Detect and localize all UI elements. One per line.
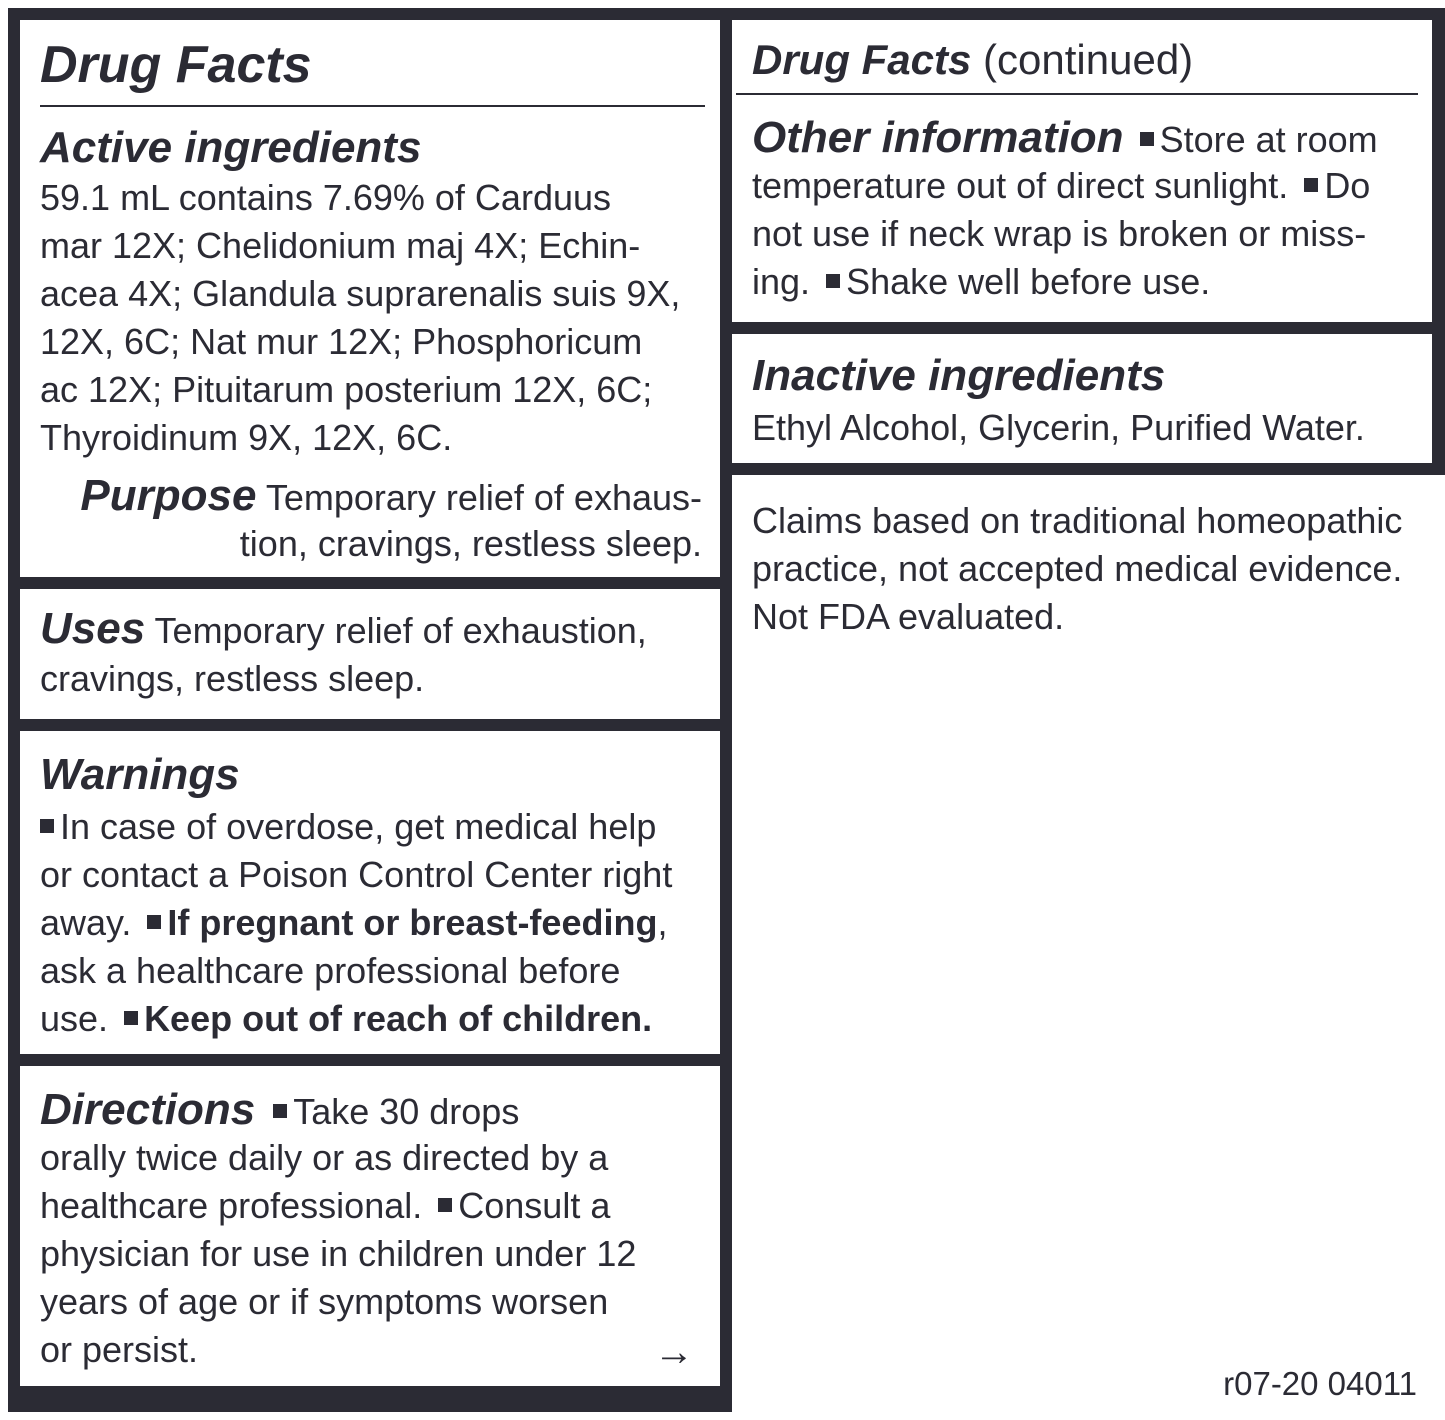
inactive-ingredients-heading: Inactive ingredients bbox=[752, 351, 1166, 400]
other-information-panel bbox=[732, 20, 1432, 322]
inactive-ingredients-line: Ethyl Alcohol, Glycerin, Purified Water. bbox=[752, 407, 1365, 448]
bullet-square-icon bbox=[1140, 132, 1154, 146]
uses-line-1 bbox=[40, 605, 647, 655]
bullet-square-icon bbox=[826, 274, 840, 288]
directions-heading: Directions bbox=[40, 1085, 256, 1134]
bullet-square-icon bbox=[273, 1104, 287, 1118]
directions-line-2: orally twice daily or as directed by a bbox=[40, 1137, 609, 1178]
uses-line-2: cravings, restless sleep. bbox=[40, 658, 425, 699]
bullet-square-icon bbox=[124, 1011, 138, 1025]
warnings-text-5a: use. bbox=[40, 998, 109, 1039]
other-line-1 bbox=[752, 114, 1378, 164]
continued-title-rest: (continued) bbox=[983, 36, 1194, 83]
warnings-panel bbox=[20, 731, 720, 1054]
other-text-4a: ing. bbox=[752, 261, 811, 302]
purpose-text-1: Temporary relief of exhaus- bbox=[265, 477, 702, 518]
other-text-2b: Do bbox=[1324, 165, 1371, 206]
claims-line-1: Claims based on traditional homeopathic bbox=[752, 500, 1403, 541]
warnings-line-1 bbox=[40, 803, 656, 851]
warnings-line-5 bbox=[40, 995, 652, 1043]
uses-text-1: Temporary relief of exhaustion, bbox=[154, 610, 647, 651]
purpose-line-2: tion, cravings, restless sleep. bbox=[239, 523, 702, 564]
directions-text-3b: Consult a bbox=[458, 1185, 611, 1226]
directions-panel bbox=[20, 1066, 720, 1386]
bullet-square-icon bbox=[1304, 178, 1318, 192]
active-ingredients-panel bbox=[20, 20, 720, 577]
active-line-1: 59.1 mL contains 7.69% of Carduus bbox=[40, 177, 612, 218]
purpose-line-1 bbox=[80, 472, 702, 522]
warnings-text-3a: away. bbox=[40, 902, 132, 943]
warnings-text-1: In case of overdose, get medical help bbox=[60, 806, 657, 847]
other-text-2a: temperature out of direct sunlight. bbox=[752, 165, 1289, 206]
continue-arrow-icon: → bbox=[654, 1330, 694, 1374]
inactive-ingredients-panel bbox=[732, 334, 1432, 463]
version-code: r07-20 04011 bbox=[1223, 1365, 1417, 1402]
warnings-heading: Warnings bbox=[40, 750, 240, 799]
warnings-line-4: ask a healthcare professional before bbox=[40, 950, 621, 991]
directions-text-1: Take 30 drops bbox=[293, 1091, 520, 1132]
claims-line-3: Not FDA evaluated. bbox=[752, 596, 1065, 637]
other-line-3: not use if neck wrap is broken or miss- bbox=[752, 213, 1367, 254]
bullet-square-icon bbox=[147, 915, 161, 929]
bullet-square-icon bbox=[40, 819, 54, 833]
warnings-text-3c: , bbox=[657, 902, 668, 943]
active-line-6: Thyroidinum 9X, 12X, 6C. bbox=[40, 417, 453, 458]
uses-heading: Uses bbox=[40, 604, 146, 653]
directions-text-3a: healthcare professional. bbox=[40, 1185, 423, 1226]
other-text-1: Store at room bbox=[1159, 119, 1378, 160]
other-text-4b: Shake well before use. bbox=[846, 261, 1211, 302]
active-line-4: 12X, 6C; Nat mur 12X; Phosphoricum bbox=[40, 321, 643, 362]
warnings-pregnant-bold: If pregnant or breast-feeding bbox=[167, 902, 658, 943]
warnings-line-2: or contact a Poison Control Center right bbox=[40, 854, 673, 895]
other-information-heading: Other information bbox=[752, 113, 1124, 162]
active-line-3: acea 4X; Glandula suprarenalis suis 9X, bbox=[40, 273, 681, 314]
continued-rule bbox=[736, 93, 1418, 95]
continued-title-bold: Drug Facts bbox=[752, 36, 972, 83]
other-line-2 bbox=[752, 162, 1370, 210]
directions-line-3 bbox=[40, 1182, 610, 1230]
purpose-heading: Purpose bbox=[80, 471, 257, 520]
warnings-children-bold: Keep out of reach of children. bbox=[144, 998, 653, 1039]
active-line-2: mar 12X; Chelidonium maj 4X; Echin- bbox=[40, 225, 641, 266]
claims-line-2: practice, not accepted medical evidence. bbox=[752, 548, 1403, 589]
warnings-line-3 bbox=[40, 899, 667, 947]
continued-title bbox=[752, 34, 1193, 86]
uses-panel bbox=[20, 589, 720, 719]
directions-line-4: physician for use in children under 12 bbox=[40, 1233, 637, 1274]
directions-line-6: or persist. bbox=[40, 1329, 199, 1370]
other-line-4 bbox=[752, 258, 1210, 306]
bullet-square-icon bbox=[438, 1198, 452, 1212]
active-line-5: ac 12X; Pituitarum posterium 12X, 6C; bbox=[40, 369, 653, 410]
active-ingredients-heading: Active ingredients bbox=[40, 123, 422, 172]
directions-line-5: years of age or if symptoms worsen bbox=[40, 1281, 609, 1322]
title-rule bbox=[40, 105, 705, 107]
directions-line-1 bbox=[40, 1086, 519, 1136]
drug-facts-title: Drug Facts bbox=[40, 36, 312, 94]
claims-panel bbox=[732, 475, 1445, 1420]
